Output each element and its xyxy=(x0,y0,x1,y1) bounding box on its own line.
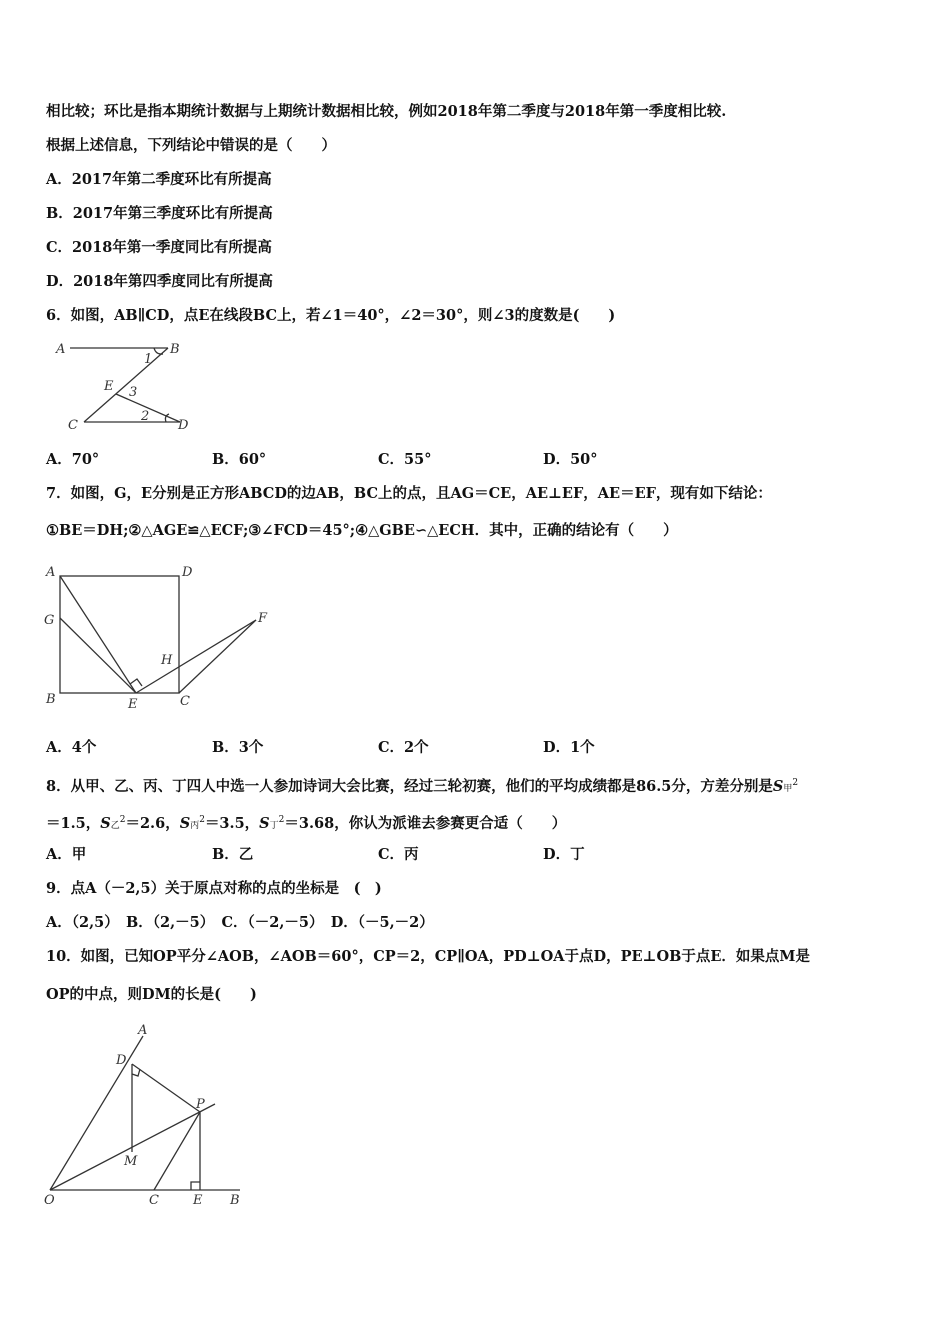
q6-stem: 6．如图，AB∥CD，点E在线段BC上，若∠1＝40°，∠2＝30°，则∠3的度数是( ) xyxy=(46,307,616,324)
q7-option-a: A．4个 xyxy=(46,739,97,756)
q5-option-b: B．2017年第三季度环比有所提高 xyxy=(46,205,273,222)
q6-option-a: A．70° xyxy=(46,451,100,468)
q7-label-f: F xyxy=(258,611,268,626)
q10-label-m: M xyxy=(124,1154,138,1169)
q7-stem-2: ①BE＝DH;②△AGE≌△ECF;③∠FCD＝45°;④△GBE∽△ECH．其中，正确的结论有（ ） xyxy=(46,522,678,539)
q6-label-c: C xyxy=(68,418,78,433)
q10-label-a: A xyxy=(138,1023,148,1038)
q6-label-d: D xyxy=(178,418,189,433)
q7-option-d: D．1个 xyxy=(543,739,595,756)
q9-stem: 9．点A（－2,5）关于原点对称的点的坐标是 ( ) xyxy=(46,880,382,897)
q6-label-b: B xyxy=(170,342,180,357)
q7-label-h: H xyxy=(161,653,173,668)
q7-stem: 7．如图，G，E分别是正方形ABCD的边AB，BC上的点，且AG＝CE，AE⊥EF，AE＝EF，现有如下结论： xyxy=(46,485,772,502)
q6-label-a: A xyxy=(56,342,66,357)
q7-label-e: E xyxy=(128,697,138,712)
q7-figure xyxy=(40,560,280,720)
q5-option-a: A．2017年第二季度环比有所提高 xyxy=(46,171,272,188)
q10-label-o: O xyxy=(44,1193,55,1208)
q8-stem: 8．从甲、乙、丙、丁四人中选一人参加诗词大会比赛，经过三轮初赛，他们的平均成绩都是86.5分，方差分别是S甲$^2$ xyxy=(46,777,799,795)
q7-label-d: D xyxy=(182,565,193,580)
q5-option-c: C．2018年第一季度同比有所提高 xyxy=(46,239,272,256)
q7-option-c: C．2个 xyxy=(378,739,429,756)
q7-option-b: B．3个 xyxy=(212,739,264,756)
q6-option-c: C．55° xyxy=(378,451,432,468)
q7-label-c: C xyxy=(180,694,190,709)
q10-stem: 10．如图，已知OP平分∠AOB，∠AOB＝60°，CP＝2，CP∥OA，PD⊥OA于点D，PE⊥OB于点E．如果点M是 xyxy=(46,948,810,965)
q10-label-p: P xyxy=(196,1097,205,1112)
q10-label-e: E xyxy=(193,1193,203,1208)
q8-option-c: C．丙 xyxy=(378,846,419,863)
q6-option-d: D．50° xyxy=(543,451,598,468)
q6-figure xyxy=(50,338,200,436)
q9-options: A．（2,5） B．（2,－5） C．（－2,－5） D．（－5,－2） xyxy=(46,914,434,931)
q8-variances: ＝1.5，S乙$^2$＝2.6，S丙$^2$＝3.5，S丁$^2$＝3.68，你认为派谁去参赛更合适（ ） xyxy=(46,814,567,832)
q6-angle-2: 2 xyxy=(141,409,150,424)
q8-option-a: A．甲 xyxy=(46,846,87,863)
intro-line-2: 根据上述信息，下列结论中错误的是（ ） xyxy=(46,137,336,154)
q6-angle-1: 1 xyxy=(144,352,153,367)
q5-option-d: D．2018年第四季度同比有所提高 xyxy=(46,273,273,290)
q7-label-g: G xyxy=(44,613,55,628)
q10-stem-2: OP的中点，则DM的长是( ) xyxy=(46,986,257,1003)
q8-stem-text: 8．从甲、乙、丙、丁四人中选一人参加诗词大会比赛，经过三轮初赛，他们的平均成绩都是86.5分，方差分别是 xyxy=(46,777,773,795)
q6-angle-3: 3 xyxy=(129,385,138,400)
intro-line-1: 相比较；环比是指本期统计数据与上期统计数据相比较，例如2018年第二季度与2018年第一季度相比较. xyxy=(46,103,727,120)
q10-figure xyxy=(40,1020,250,1212)
q6-option-b: B．60° xyxy=(212,451,267,468)
q10-label-d: D xyxy=(116,1053,127,1068)
q7-label-b: B xyxy=(46,692,56,707)
q10-label-c: C xyxy=(149,1193,159,1208)
q7-label-a: A xyxy=(46,565,56,580)
q6-label-e: E xyxy=(104,379,114,394)
q10-label-b: B xyxy=(230,1193,240,1208)
q8-option-b: B．乙 xyxy=(212,846,254,863)
q8-option-d: D．丁 xyxy=(543,846,585,863)
